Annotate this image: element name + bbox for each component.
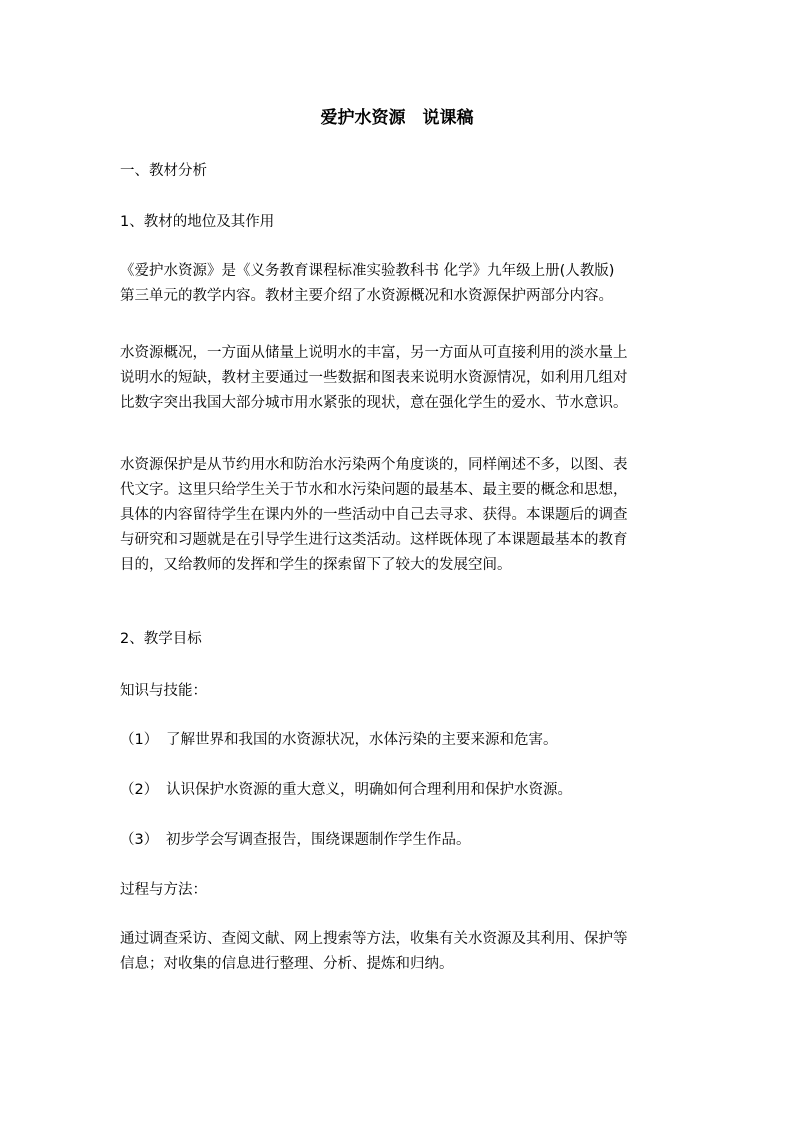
goal-text: 认识保护水资源的重大意义，明确如何合理利用和保护水资源。 (166, 782, 572, 798)
paragraph-intro (120, 259, 680, 309)
paragraph-water-overview (120, 341, 680, 416)
paragraph-methods (120, 927, 680, 977)
paragraph-line: 比数字突出我国大部分城市用水紧张的现状，意在强化学生的爱水、节水意识。 (120, 395, 628, 411)
paragraph-line: 《爱护水资源》是《义务教育课程标准实验教科书 化学》九年级上册(人教版) (120, 263, 615, 279)
goal-item-2 (120, 779, 572, 801)
paragraph-line: 代文字。这里只给学生关于节水和水污染问题的最基本、最主要的概念和思想， (120, 482, 628, 498)
paragraph-water-protection (120, 453, 680, 578)
document-title: 爱护水资源 说课稿 (320, 108, 474, 128)
paragraph-line: 目的，又给教师的发挥和学生的探索留下了较大的发展空间。 (120, 557, 512, 573)
goal-number: （2） (120, 782, 159, 798)
paragraph-line: 水资源概况，一方面从储量上说明水的丰富，另一方面从可直接利用的淡水量上 (120, 345, 628, 361)
heading-knowledge-skills: 知识与技能： (120, 683, 207, 699)
paragraph-line: 水资源保护是从节约用水和防治水污染两个角度谈的，同样阐述不多，以图、表 (120, 457, 628, 473)
paragraph-line: 第三单元的教学内容。教材主要介绍了水资源概况和水资源保护两部分内容。 (120, 288, 613, 304)
goal-text: 初步学会写调查报告，围绕课题制作学生作品。 (166, 832, 471, 848)
heading-process-methods: 过程与方法： (120, 882, 207, 898)
paragraph-line: 通过调查采访、查阅文献、网上搜索等方法，收集有关水资源及其利用、保护等 (120, 931, 628, 947)
goal-text: 了解世界和我国的水资源状况，水体污染的主要来源和危害。 (166, 732, 558, 748)
goal-item-3 (120, 829, 471, 851)
paragraph-line: 信息；对收集的信息进行整理、分析、提炼和归纳。 (120, 956, 454, 972)
subheading-teaching-goals: 2、教学目标 (120, 631, 202, 647)
paragraph-line: 与研究和习题就是在引导学生进行这类活动。这样既体现了本课题最基本的教育 (120, 532, 628, 548)
section-heading-textbook-analysis: 一、教材分析 (120, 163, 207, 179)
goal-item-1 (120, 729, 558, 751)
goal-number: （1） (120, 732, 159, 748)
goal-number: （3） (120, 832, 159, 848)
paragraph-line: 具体的内容留待学生在课内外的一些活动中自己去寻求、获得。本课题后的调查 (120, 507, 628, 523)
subheading-status-and-role: 1、教材的地位及其作用 (120, 214, 275, 230)
paragraph-line: 说明水的短缺，教材主要通过一些数据和图表来说明水资源情况，如利用几组对 (120, 370, 628, 386)
